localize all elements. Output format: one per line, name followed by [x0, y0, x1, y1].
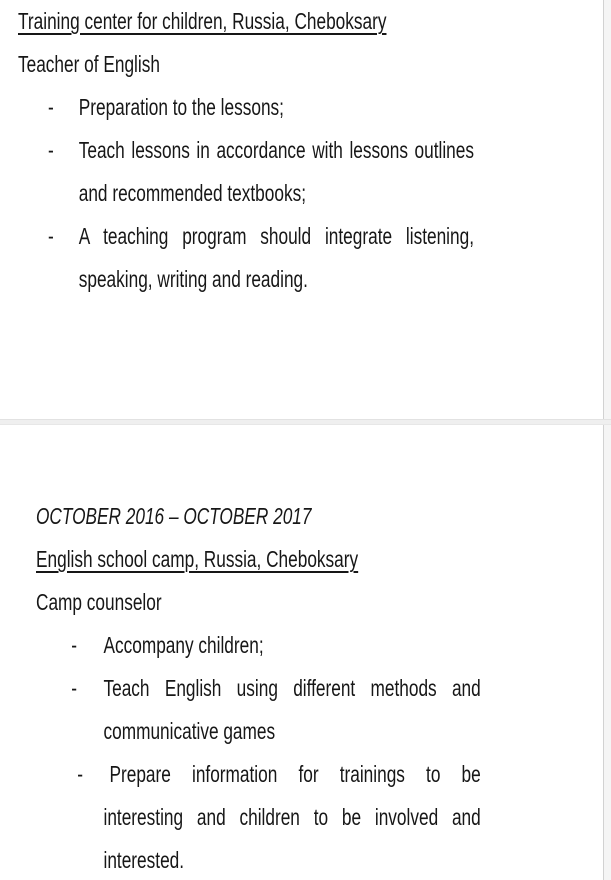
duty-text: Teach English using different methods and communicative games — [103, 675, 481, 744]
document-page-1 — [0, 0, 604, 419]
employer-heading-2[interactable]: English school camp, Russia, Cheboksary — [36, 546, 359, 572]
duties-list-1 — [18, 86, 474, 301]
dash-bullet-marker: - — [48, 94, 54, 120]
duty-item[interactable] — [18, 86, 474, 129]
document-page-2 — [0, 425, 604, 880]
job-title-1[interactable]: Teacher of English — [18, 51, 160, 77]
job-title-2[interactable]: Camp counselor — [36, 589, 162, 615]
duty-item[interactable] — [36, 753, 481, 880]
duty-text: Accompany children; — [103, 632, 264, 658]
employer-heading-1[interactable]: Training center for children, Russia, Cheboksary — [18, 8, 387, 34]
duty-item[interactable] — [36, 667, 481, 753]
duty-item[interactable] — [18, 215, 474, 301]
duty-item[interactable] — [36, 624, 481, 667]
dash-bullet-marker: - — [77, 761, 84, 787]
duty-text: Preparation to the lessons; — [78, 94, 284, 120]
duty-text: A teaching program should integrate listening, speaking, writing and reading. — [78, 223, 474, 292]
page-2-content — [36, 425, 481, 880]
employment-date-range[interactable]: OCTOBER 2016 – OCTOBER 2017 — [36, 503, 312, 529]
dash-bullet-marker: - — [48, 137, 54, 163]
dash-bullet-marker: - — [71, 632, 78, 658]
dash-bullet-marker: - — [71, 675, 78, 701]
dash-bullet-marker: - — [48, 223, 54, 249]
duty-text: Prepare information for trainings to be interesting and children to be involved and interested. — [103, 761, 481, 873]
duty-item[interactable] — [18, 129, 474, 215]
duty-text: Teach lessons in accordance with lessons outlines and recommended textbooks; — [78, 137, 474, 206]
duties-list-2 — [36, 624, 481, 880]
page-1-content — [18, 0, 474, 301]
